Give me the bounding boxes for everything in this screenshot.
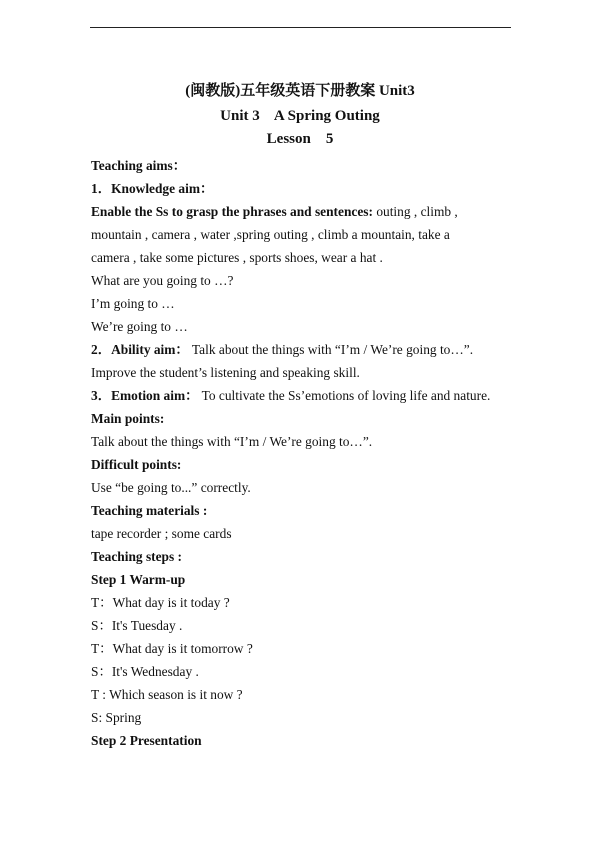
lesson-title: Lesson 5 — [266, 131, 334, 147]
emotion-line — [91, 384, 521, 407]
sentence-2: I’m going to … — [91, 296, 175, 311]
main-points-heading: Main points: — [91, 411, 165, 426]
header-rule — [90, 27, 511, 28]
dialogue-line-2: S：It's Tuesday . — [91, 618, 183, 633]
ability-text-1: Talk about the things with “I’m / We’re going to…”. — [188, 342, 474, 357]
dialogue-line-3: T：What day is it tomorrow ? — [91, 641, 253, 656]
knowledge-text-2: mountain , camera , water ,spring outing , climb a mountain, take a — [91, 227, 450, 242]
emotion-text: To cultivate the Ss’emotions of loving life and nature. — [198, 388, 491, 403]
document-title: (闽教版)五年级英语下册教案 Unit3 — [185, 83, 415, 99]
ability-aim-heading: 2．Ability aim： — [91, 342, 189, 357]
knowledge-line-1 — [91, 200, 521, 223]
knowledge-text-1: outing , climb , — [372, 204, 458, 219]
sentence-1: What are you going to …? — [91, 273, 234, 288]
dialogue-line-6: S: Spring — [91, 710, 142, 725]
teaching-aims-heading: Teaching aims： — [91, 158, 187, 173]
step-1-heading: Step 1 Warm-up — [91, 572, 186, 587]
main-points-text: Talk about the things with “I’m / We’re going to…”. — [91, 434, 373, 449]
teaching-steps-heading: Teaching steps : — [91, 549, 183, 564]
step-2-heading: Step 2 Presentation — [91, 733, 202, 748]
difficult-points-text: Use “be going to...” correctly. — [91, 480, 251, 495]
sentence-3: We’re going to … — [91, 319, 188, 334]
knowledge-aim-heading: 1．Knowledge aim： — [91, 181, 214, 196]
knowledge-lead: Enable the Ss to grasp the phrases and sentences: — [91, 204, 373, 219]
dialogue-line-1: T：What day is it today ? — [91, 595, 230, 610]
ability-line — [91, 338, 521, 361]
unit-title: Unit 3 A Spring Outing — [220, 108, 380, 124]
teaching-materials-text: tape recorder ; some cards — [91, 526, 232, 541]
dialogue-line-5: T : Which season is it now ? — [91, 687, 243, 702]
teaching-materials-heading: Teaching materials : — [91, 503, 208, 518]
difficult-points-heading: Difficult points: — [91, 457, 182, 472]
document-body — [91, 154, 521, 752]
emotion-aim-heading: 3．Emotion aim： — [91, 388, 199, 403]
dialogue-line-4: S：It's Wednesday . — [91, 664, 199, 679]
knowledge-text-3: camera , take some pictures , sports shoes, wear a hat . — [91, 250, 383, 265]
ability-text-2: Improve the student’s listening and speaking skill. — [91, 365, 360, 380]
